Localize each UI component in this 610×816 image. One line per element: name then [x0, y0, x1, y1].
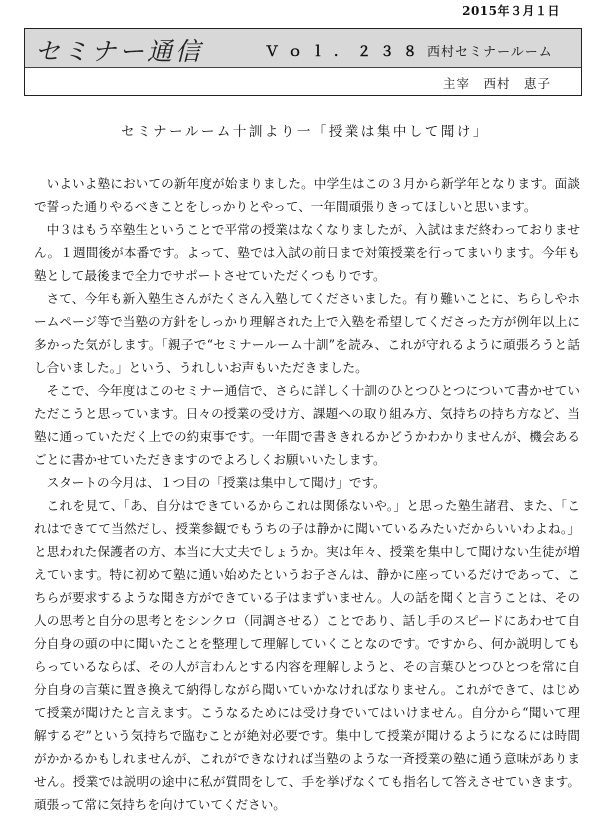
issue-date: 2015年３月１日	[462, 4, 560, 18]
author-line: 主宰 西村 恵子	[443, 76, 552, 91]
organization-name: 西村セミナールーム	[427, 45, 553, 60]
paragraph: これを見て、「あ、自分はできているからこれは関係ないや。」と思った塾生諸君、また、「これはできてて当然だし、授業参観でもうちの子は静かに聞いているみたいだからいいわよね。」と思われた保護者の方、本当に大丈夫でしょうか。実は年々、授業を集中して聞けない生徒が増えています。特に初めて塾に通い始めたというお子さんは、静かに座っているだけであって、こちらが要求するような聞き方ができている子はまずいません。人の話を聞くと言うことは、その人の思考と自分の思考とをシンクロ（同調させる）ことであり、話し手のスピードにあわせて自分自身の頭の中に聞いたことを整理して理解していくことなのです。ですから、何か説明してもらっているならば、その人が言わんとする内容を理解しようと、その言葉ひとつひとつを常に自分自身の言葉に置き換えて納得しながら聞いていかなければなりません。これができて、はじめて授業が聞けたと言えます。こうなるためには受け身でいてはいけません。自分から“聞いて理解するぞ”という気持ちで臨むことが絶対必要です。集中して授業が聞けるようになるには時間がかかるかもしれませんが、これができなければ当塾のような一斉授業の塾に通う意味がありません。授業では説明の途中に私が質問をして、手を挙げなくても指名して答えさせていきます。頑張って常に気持ちを向けていてください。	[34, 498, 580, 812]
paragraph: いよいよ塾においての新年度が始まりました。中学生はこの３月から新学年となります。面談で誓った通りやるべきことをしっかりとやって、一年間頑張りきってほしいと思います。	[34, 176, 580, 214]
paragraph: さて、今年も新入塾生さんがたくさん入塾してくださいました。有り難いことに、ちらしやホームページ等で当塾の方針をしっかり理解された上で入塾を希望してくださった方が例年以上に多かった気がします。「親子で“セミナールーム十訓”を読み、これが守れるように頑張ろうと話し合いました。」という、うれしいお声もいただきました。	[34, 291, 580, 375]
volume-number: Ｖｏｌ．２３８	[265, 44, 426, 60]
paragraph: 中３はもう卒塾生ということで平常の授業はなくなりましたが、入試はまだ終わっておりません。１週間後が本番です。よって、塾では入試の前日まで対策授業を行ってまいります。今年も塾として最後まで全力でサポートさせていただくつもりです。	[34, 222, 580, 283]
newsletter-header	[24, 28, 582, 96]
paragraph: スタートの今月は、１つ目の「授業は集中して聞け」です。	[46, 475, 386, 490]
newsletter-title: セミナー通信	[35, 37, 204, 66]
header-title-band	[25, 29, 581, 68]
article-body	[34, 172, 580, 816]
article-heading: セミナールーム十訓より一「授業は集中して聞け」	[121, 124, 489, 140]
paragraph: そこで、今年度はこのセミナー通信で、さらに詳しく十訓のひとつひとつについて書かせていただこうと思っています。日々の授業の受け方、課題への取り組み方、気持ちの持ち方など、当塾に通っていただく上での約束事です。一年間で書ききれるかどうかわかりませんが、機会あるごとに書かせていただきますのでよろしくお願いいたします。	[34, 383, 580, 467]
